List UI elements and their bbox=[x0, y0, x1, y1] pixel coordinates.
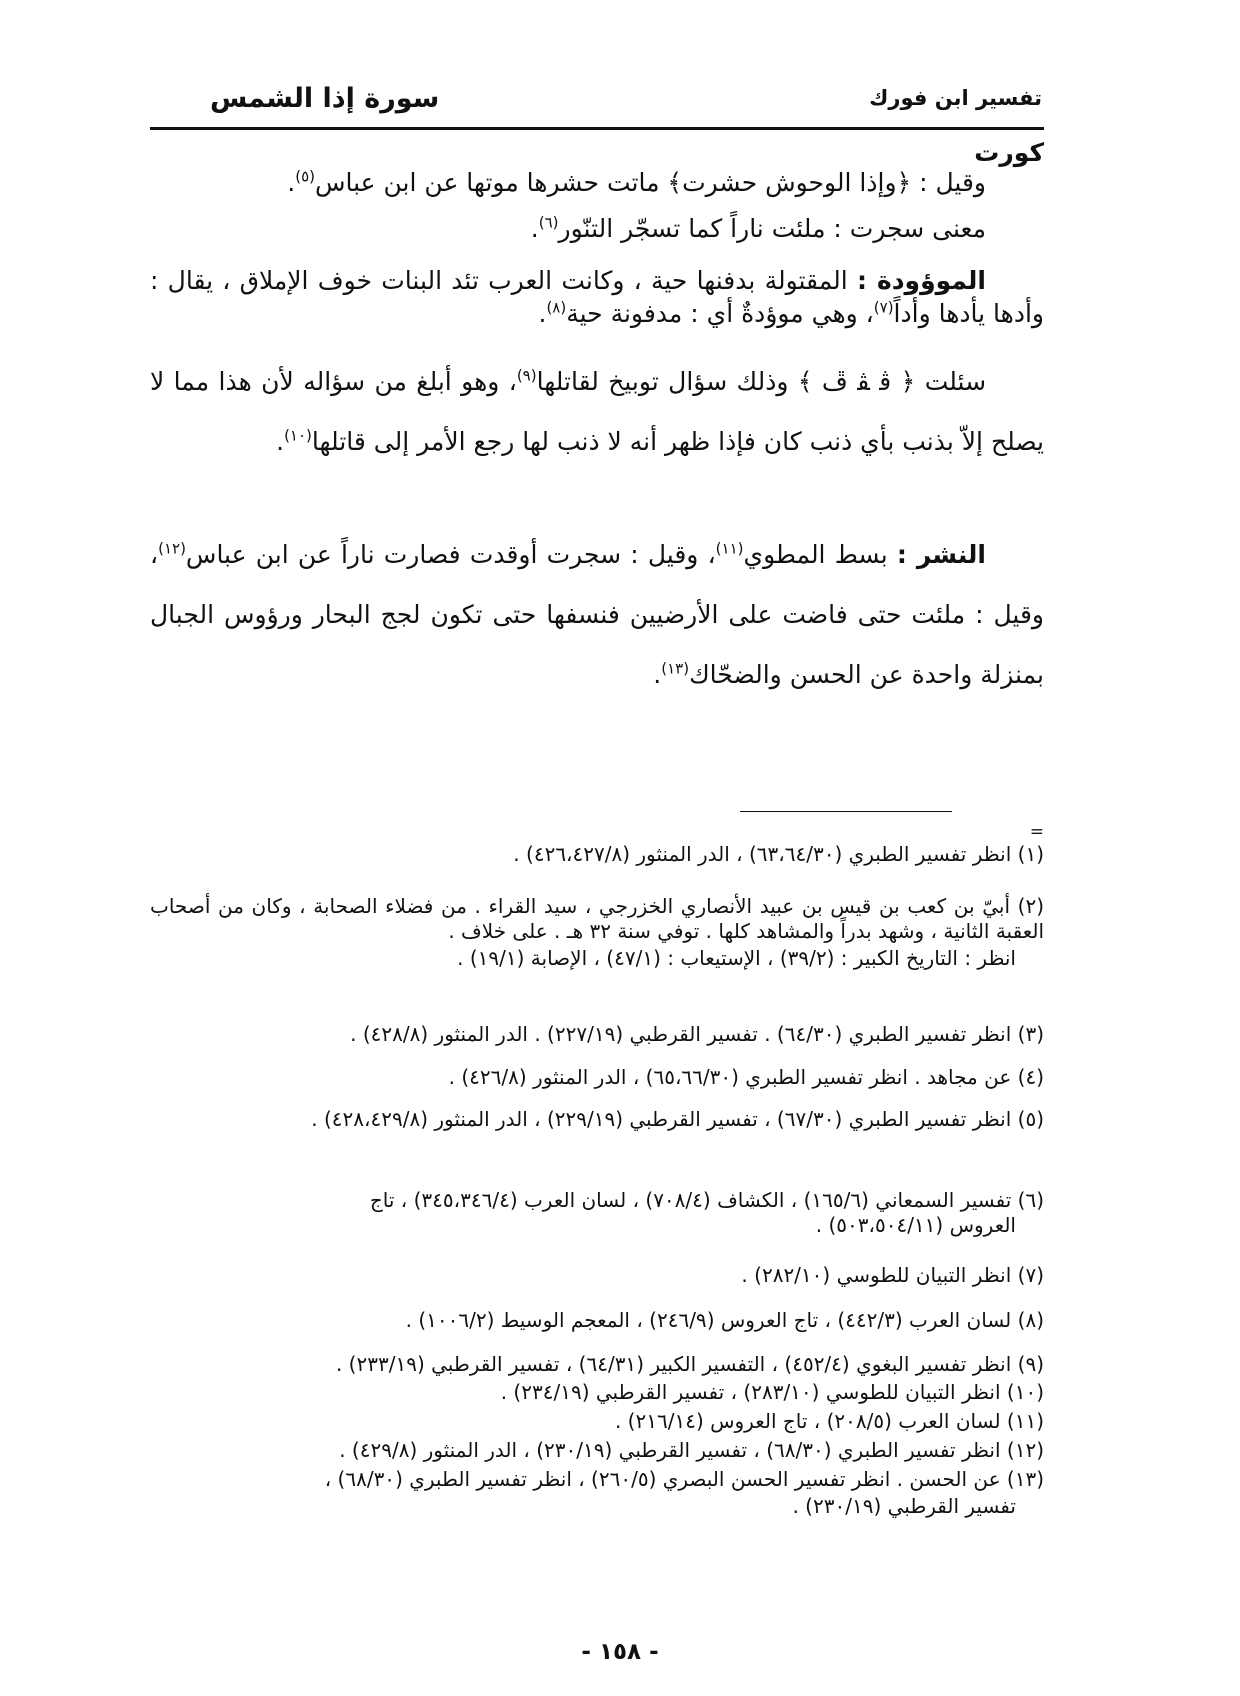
footnote-2-continued: انظر : التاريخ الكبير : (٣٩/٢) ، الإستيعاب : (٤٧/١) ، الإصابة (١٩/١) . bbox=[457, 946, 1016, 970]
footnote-ref-5: (٥) bbox=[295, 167, 315, 186]
footnote-10: (١٠) انظر التبيان للطوسي (٢٨٣/١٠) ، تفسير القرطبي (٢٣٤/١٩) . bbox=[500, 1380, 1044, 1404]
running-header-book-title: تفسير ابن فورك bbox=[869, 86, 1042, 110]
paragraph-sujjirat: معنى سجرت : ملئت ناراً كما تسجّر التنّور$^{(٦)}$. bbox=[530, 213, 986, 243]
mawuda-text-b: ، وهي موؤدةٌ أي : مدفونة حية bbox=[566, 299, 874, 328]
footnote-6-continued: العروس (٥٠٣،٥٠٤/١١) . bbox=[815, 1213, 1016, 1237]
footnote-12: (١٢) انظر تفسير الطبري (٦٨/٣٠) ، تفسير القرطبي (٢٣٠/١٩) ، الدر المنثور (٤٢٩/٨) . bbox=[339, 1438, 1044, 1462]
footnote-6: (٦) تفسير السمعاني (١٦٥/٦) ، الكشاف (٧٠٨/٤) ، لسان العرب (٣٤٥،٣٤٦/٤) ، تاج bbox=[369, 1188, 1044, 1212]
footnote-3: (٣) انظر تفسير الطبري (٦٤/٣٠) . تفسير القرطبي (٢٢٧/١٩) . الدر المنثور (٤٢٨/٨) . bbox=[350, 1022, 1044, 1046]
term-nashr: النشر : bbox=[896, 540, 986, 569]
footnote-5: (٥) انظر تفسير الطبري (٦٧/٣٠) ، تفسير القرطبي (٢٢٩/١٩) ، الدر المنثور (٤٢٨،٤٢٩/٨) . bbox=[311, 1107, 1044, 1131]
first-word: كورت bbox=[974, 138, 1044, 167]
footnote-ref-11: (١١) bbox=[715, 539, 744, 558]
paragraph-mawuda: الموؤودة : المقتولة بدفنها حية ، وكانت العرب تئد البنات خوف الإملاق ، يقال : وأدها يأدها وأداً$^{(٧)}$، وهي موؤدةٌ أي : مدفونة حية$^{(٨)}$. bbox=[150, 266, 1044, 328]
footnote-2: (٢) أبيّ بن كعب بن قيس بن عبيد الأنصاري الخزرجي ، سيد القراء . من فضلاء الصحابة ، وكان من أصحاب العقبة الثانية ، وشهد بدراً والمشاهد كلها . توفي سنة ٣٢ هـ . على خلاف . bbox=[150, 894, 1044, 943]
nashr-text-b: ، وقيل : سجرت أوقدت فصارت ناراً عن ابن عباس bbox=[185, 540, 716, 569]
footnote-1: (١) انظر تفسير الطبري (٦٣،٦٤/٣٠) ، الدر المنثور (٤٢٦،٤٢٧/٨) . bbox=[513, 842, 1044, 866]
footnote-ref-9: (٩) bbox=[516, 366, 537, 385]
nashr-text-a: بسط المطوي bbox=[743, 540, 897, 569]
suilat-label: سئلت bbox=[915, 367, 987, 396]
footnote-13: (١٣) عن الحسن . انظر تفسير الحسن البصري (٢٦٠/٥) ، انظر تفسير الطبري (٦٨/٣٠) ، bbox=[324, 1467, 1044, 1491]
paragraph-nashr: النشر : بسط المطوي$^{(١١)}$، وقيل : سجرت أوقدت فصارت ناراً عن ابن عباس$^{(١٢)}$، وقيل : ملئت حتى فاضت على الأرضيين فنسفها حتى تكون لجج البحار ورؤوس الجبال بمنزلة واحدة عن الحسن والضحّاك$^{(١٣)}$. bbox=[150, 539, 1044, 689]
footnote-9: (٩) انظر تفسير البغوي (٤٥٢/٤) ، التفسير الكبير (٦٤/٣١) ، تفسير القرطبي (٢٣٣/١٩) . bbox=[335, 1352, 1044, 1376]
footnote-ref-12: (١٢) bbox=[158, 539, 186, 558]
footnote-13-continued: تفسير القرطبي (٢٣٠/١٩) . bbox=[792, 1494, 1016, 1518]
footnote-ref-6: (٦) bbox=[538, 213, 559, 232]
page-number: - ١٥٨ - bbox=[581, 1639, 659, 1665]
footnote-continuation-mark: = bbox=[1029, 822, 1044, 842]
running-header-surah-title: سورة إذا الشمس bbox=[210, 83, 440, 114]
footnote-7: (٧) انظر التبيان للطوسي (٢٨٢/١٠) . bbox=[741, 1263, 1044, 1287]
sujjirat-text: معنى سجرت : ملئت ناراً كما تسجّر التنّور bbox=[558, 214, 986, 243]
footnote-separator bbox=[740, 811, 952, 812]
footnote-4: (٤) عن مجاهد . انظر تفسير الطبري (٦٥،٦٦/٣٠) ، الدر المنثور (٤٢٦/٨) . bbox=[448, 1065, 1044, 1089]
footnote-ref-8: (٨) bbox=[546, 298, 567, 317]
paragraph-suilat: سئلت ﴿ ﭬ ﭭ ﭮ ﴾ وذلك سؤال توبيخ لقاتلها$^{(٩)}$، وهو أبلغ من سؤاله لأن هذا مما لا يصلح إلاّ بذنب بأي ذنب كان فإذا ظهر أنه لا ذنب لها رجع الأمر إلى قاتلها$^{(١٠)}$. bbox=[150, 366, 1044, 456]
waqil-label: وقيل : bbox=[911, 168, 986, 197]
header-rule bbox=[150, 127, 1044, 130]
footnote-ref-7: (٧) bbox=[873, 298, 894, 317]
mawuda-text-a: المقتولة بدفنها حية ، وكانت العرب تئد البنات خوف الإملاق ، يقال : وأدها يأدها وأداً bbox=[150, 266, 1044, 328]
suilat-text-a: وذلك سؤال توبيخ لقاتلها bbox=[536, 367, 798, 396]
footnote-ref-13: (١٣) bbox=[661, 659, 690, 678]
term-mawuda: الموؤودة : bbox=[856, 266, 987, 295]
verse-wuhush: ﴿وإذا الوحوش حشرت﴾ bbox=[667, 168, 912, 197]
nashr-text-c: ، وقيل : ملئت حتى فاضت على الأرضيين فنسفها حتى تكون لجج البحار ورؤوس الجبال بمنزلة واحدة عن الحسن والضحّاك bbox=[150, 540, 1044, 689]
footnote-ref-10: (١٠) bbox=[284, 426, 312, 445]
footnote-8: (٨) لسان العرب (٤٤٢/٣) ، تاج العروس (٢٤٦/٩) ، المعجم الوسيط (١٠٠٦/٢) . bbox=[405, 1308, 1044, 1332]
suilat-text-b: ، وهو أبلغ من سؤاله لأن هذا مما لا يصلح إلاّ بذنب بأي ذنب كان فإذا ظهر أنه لا ذنب لها رجع الأمر إلى قاتلها bbox=[150, 367, 1044, 456]
verse-suilat: ﴿ ﭬ ﭭ ﭮ ﴾ bbox=[797, 367, 916, 396]
wuhush-text: ماتت حشرها موتها عن ابن عباس bbox=[314, 168, 668, 197]
footnote-11: (١١) لسان العرب (٢٠٨/٥) ، تاج العروس (٢١٦/١٤) . bbox=[614, 1409, 1044, 1433]
paragraph-wuhush: وقيل : ﴿وإذا الوحوش حشرت﴾ ماتت حشرها موتها عن ابن عباس$^{(٥)}$. bbox=[287, 167, 986, 197]
